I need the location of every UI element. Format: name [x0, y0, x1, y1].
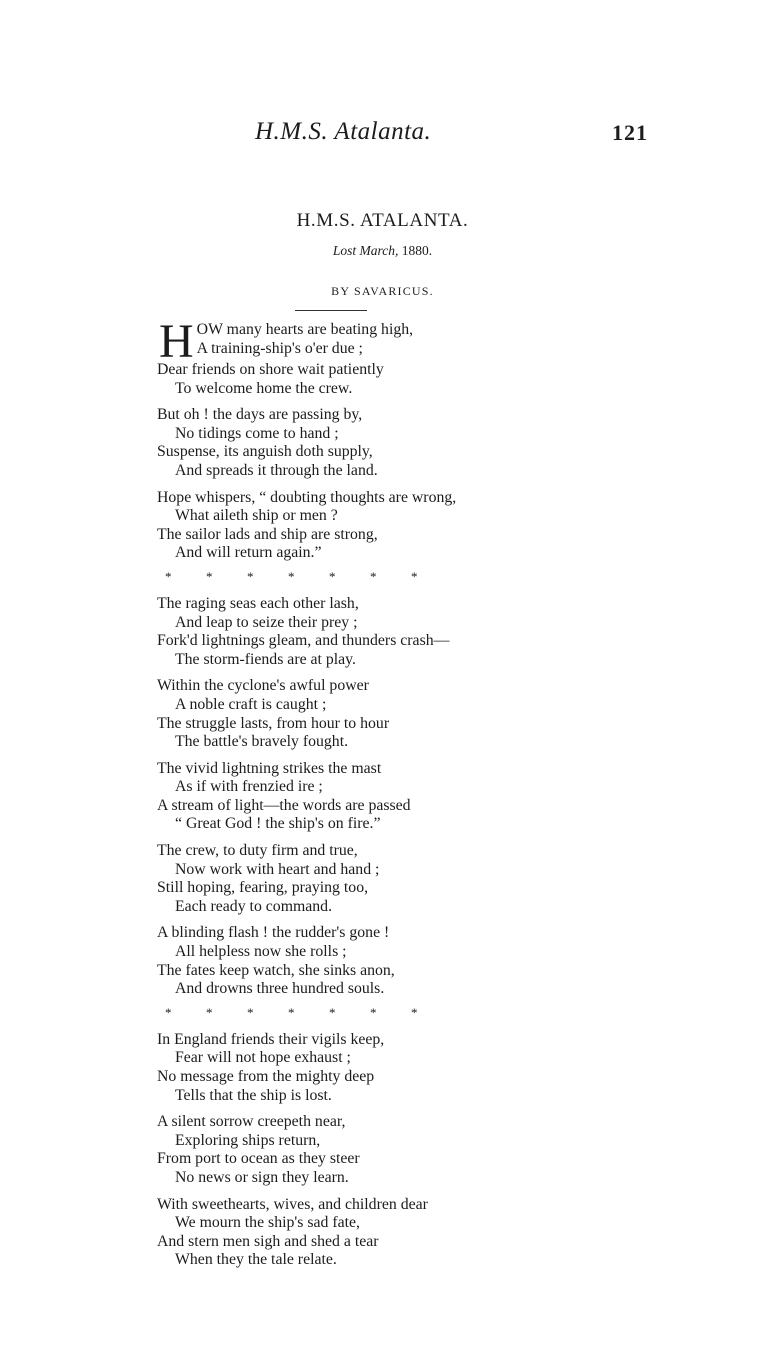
star: *: [206, 1004, 213, 1020]
stanza-5: [157, 677, 557, 751]
poem-subtitle: [0, 243, 765, 259]
poem-line: A training-ship's o'er due ;: [196, 339, 363, 357]
poem-line: A blinding flash ! the rudder's gone !: [157, 924, 390, 942]
stanza-8: [157, 924, 557, 998]
poem-line: In England friends their vigils keep,: [157, 1030, 385, 1048]
stanza-4: [157, 595, 557, 669]
poem-line: No tidings come to hand ;: [175, 424, 339, 442]
star: *: [247, 1004, 254, 1020]
poem-line: Fork'd lightnings gleam, and thunders crash—: [157, 632, 450, 650]
star: *: [370, 568, 377, 584]
poem-line: “ Great God ! the ship's on fire.”: [175, 815, 381, 833]
poem-line: Each ready to command.: [175, 897, 333, 915]
poem-line: The vivid lightning strikes the mast: [157, 759, 382, 777]
section-break-stars: [165, 1003, 557, 1023]
star: *: [247, 568, 254, 584]
section-break-stars: [165, 567, 557, 587]
star: *: [370, 1004, 377, 1020]
poem-line: What aileth ship or men ?: [175, 507, 338, 525]
poem-line: OW many hearts are beating high,: [196, 321, 414, 338]
poem-line: No news or sign they learn.: [175, 1168, 349, 1186]
poem-line: A stream of light—the words are passed: [157, 796, 411, 814]
subtitle-lost-march: Lost March,: [332, 243, 399, 258]
poem-line: We mourn the ship's sad fate,: [175, 1214, 360, 1232]
stanza-6: [157, 760, 557, 834]
poem-line: The crew, to duty firm and true,: [157, 842, 358, 860]
poem-line: No message from the mighty deep: [157, 1068, 375, 1085]
stanza-3: [157, 489, 557, 563]
running-title: H.M.S. Atalanta.: [255, 118, 432, 145]
poem-line: From port to ocean as they steer: [157, 1150, 360, 1168]
poem-line: And stern men sigh and shed a tear: [157, 1232, 379, 1250]
poem-line: With sweethearts, wives, and children dear: [157, 1195, 428, 1213]
poem-line: Dear friends on shore wait patiently: [157, 361, 384, 378]
poem-line: As if with frenzied ire ;: [175, 778, 323, 796]
poem-line: The battle's bravely fought.: [175, 733, 349, 751]
page-number: 121: [612, 120, 648, 145]
poem-line: The sailor lads and ship are strong,: [157, 525, 378, 543]
poem-line: Exploring ships return,: [175, 1131, 321, 1149]
poem-line: To welcome home the crew.: [175, 379, 353, 397]
stanza-11: [157, 1196, 557, 1270]
poem-line: Suspense, its anguish doth supply,: [157, 443, 373, 461]
stanza-9: [157, 1031, 557, 1105]
poem-line: Still hoping, fearing, praying too,: [157, 879, 369, 897]
poem-line: And will return again.”: [175, 544, 322, 562]
stanza-1: [157, 315, 557, 398]
byline: BY SAVARICUS.: [331, 284, 434, 298]
poem-line: And drowns three hundred souls.: [175, 980, 385, 998]
star: *: [411, 1004, 418, 1020]
poem-line: Now work with heart and hand ;: [175, 860, 380, 878]
poem-line: The raging seas each other lash,: [157, 594, 359, 612]
star: *: [165, 1004, 172, 1020]
stanza-7: [157, 842, 557, 916]
running-header: [0, 118, 765, 152]
poem-line: But oh ! the days are passing by,: [157, 406, 363, 424]
star: *: [411, 568, 418, 584]
poem-line: When they the tale relate.: [175, 1251, 337, 1269]
star: *: [329, 568, 336, 584]
poem-line: A noble craft is caught ;: [175, 695, 327, 713]
poem-line: And spreads it through the land.: [175, 461, 378, 479]
poem-title: H.M.S. ATALANTA.: [296, 210, 469, 231]
drop-cap: H: [159, 315, 194, 368]
poem-line: The struggle lasts, from hour to hour: [157, 714, 390, 732]
poem-line: Hope whispers, “ doubting thoughts are wrong,: [157, 488, 457, 506]
stanza-2: [157, 406, 557, 480]
poem-line: Within the cyclone's awful power: [157, 677, 369, 695]
poem-line: And leap to seize their prey ;: [175, 613, 358, 631]
stanza-10: [157, 1113, 557, 1187]
poem-line: All helpless now she rolls ;: [175, 943, 347, 961]
poem-line: The storm-fiends are at play.: [175, 650, 357, 668]
title-rule: [295, 310, 367, 311]
poem-line: Tells that the ship is lost.: [175, 1086, 332, 1104]
star: *: [288, 568, 295, 584]
subtitle-year: 1880.: [401, 243, 433, 258]
poem-body: [157, 315, 557, 1278]
poem-line: The fates keep watch, she sinks anon,: [157, 961, 395, 979]
star: *: [288, 1004, 295, 1020]
star: *: [165, 568, 172, 584]
star: *: [329, 1004, 336, 1020]
poem-line: A silent sorrow creepeth near,: [157, 1113, 346, 1131]
poem-line: Fear will not hope exhaust ;: [175, 1049, 351, 1067]
star: *: [206, 568, 213, 584]
